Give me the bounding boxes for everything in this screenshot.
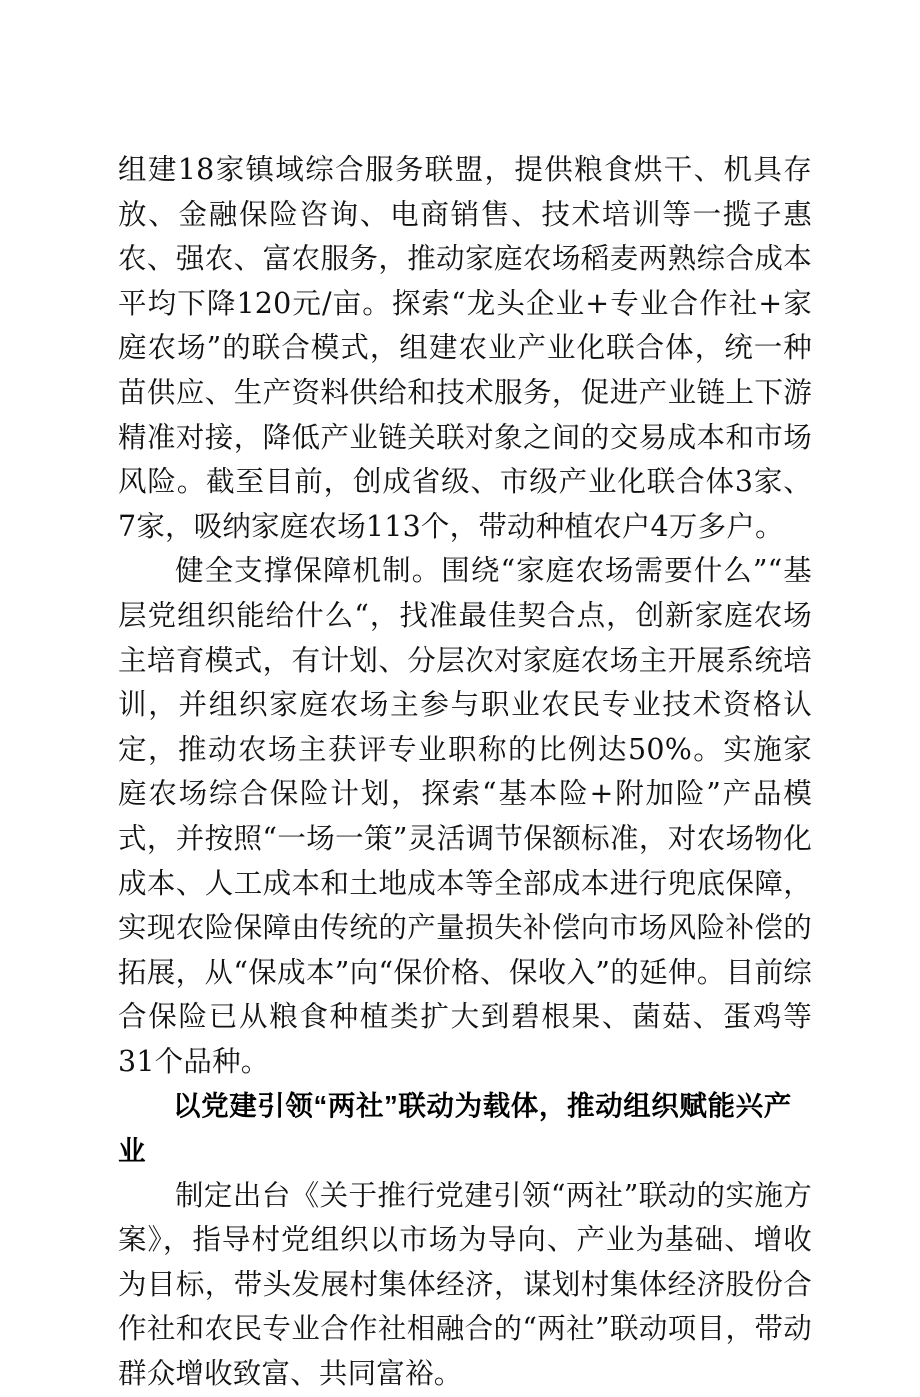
paragraph-implementation-plan: 制定出台《关于推行党建引领“两社”联动的实施方案》，指导村党组织以市场为导向、产业为基础、增收为目标，带头发展村集体经济，谋划村集体经济股份合作社和农民专业合作社相融合的“两社”联动项目，带动群众增收致富、共同富裕。: [118, 1178, 812, 1391]
paragraph-support-guarantee-mechanism: 健全支撑保障机制。围绕“家庭农场需要什么”“基层党组织能给什么“，找准最佳契合点，创新家庭农场主培育模式，有计划、分层次对家庭农场主开展系统培训，并组织家庭农场主参与职业农民专业技术资格认定，推动农场主获评专业职称的比例达50%。实施家庭农场综合保险计划，探索“基本险+附加险”产品模式，并按照“一场一策”灵活调节保额标准，对农场物化成本、人工成本和土地成本等全部成本进行兜底保障，实现农险保障由传统的产量损失补偿向市场风险补偿的拓展，从“保成本”向“保价格、保收入”的延伸。目前综合保险已从粮食种植类扩大到碧根果、菌菇、蛋鸡等31个品种。: [118, 554, 812, 1078]
paragraph-services-alliance: 组建18家镇域综合服务联盟，提供粮食烘干、机具存放、金融保险咨询、电商销售、技术培训等一揽子惠农、强农、富农服务，推动家庭农场稻麦两熟综合成本平均下降120元/亩。探索“龙头企业+专业合作社+家庭农场”的联合模式，组建农业产业化联合体，统一种苗供应、生产资料供给和技术服务，促进产业链上下游精准对接，降低产业链关联对象之间的交易成本和市场风险。截至目前，创成省级、市级产业化联合体3家、7家，吸纳家庭农场113个，带动种植农户4万多户。: [118, 153, 812, 543]
document-body: [118, 148, 812, 1397]
section-heading-party-building: 以党建引领“两社”联动为载体，推动组织赋能兴产业: [118, 1090, 792, 1167]
